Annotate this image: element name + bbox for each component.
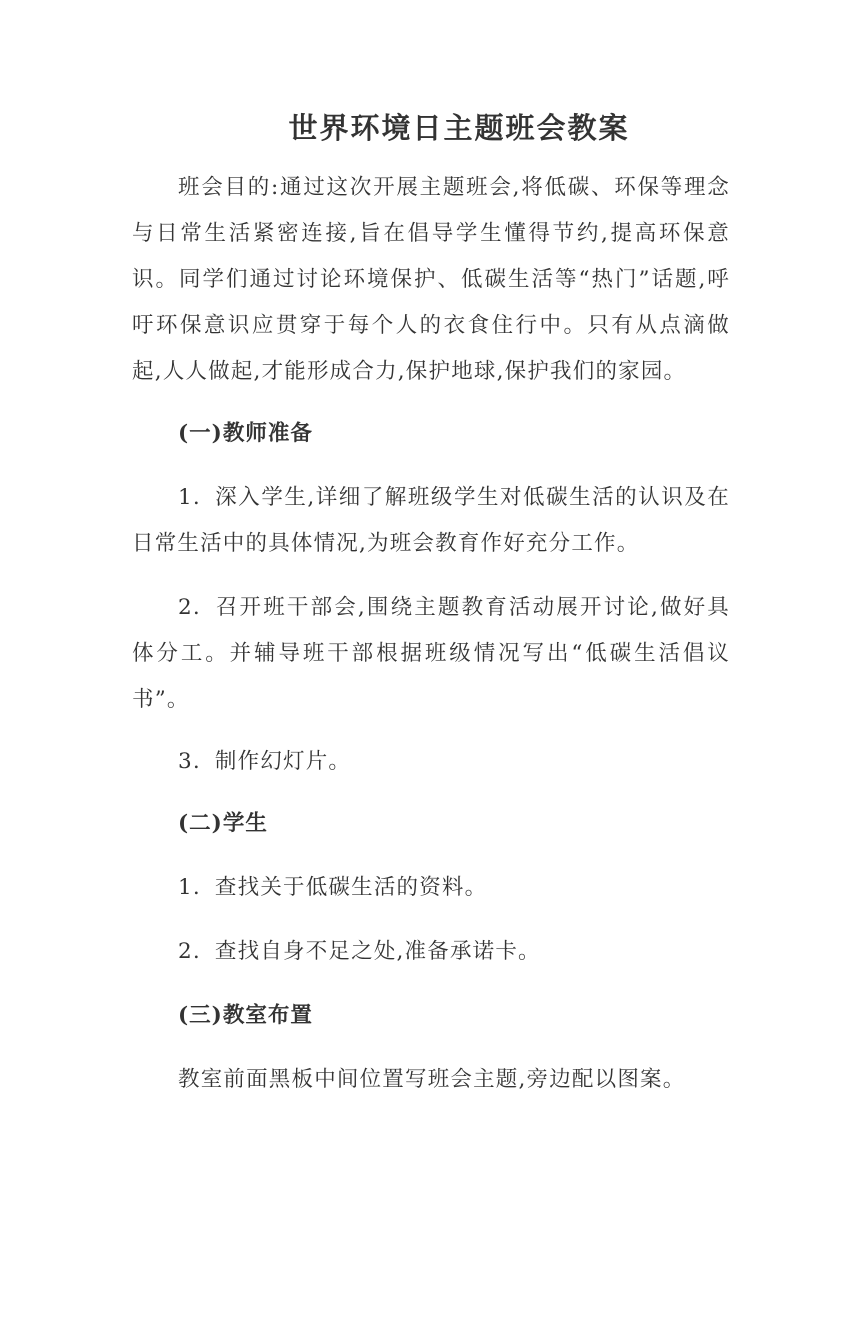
document-title: 世界环境日主题班会教案 [288, 111, 630, 145]
list-item-text: 制作幻灯片。 [214, 749, 352, 774]
list-item-text: 查找自身不足之处,准备承诺卡。 [214, 939, 541, 964]
list-item-number: 1. [178, 875, 201, 900]
list-item-number: 2. [178, 939, 201, 964]
list-item [132, 865, 730, 911]
list-item [132, 585, 730, 723]
list-item [132, 739, 730, 785]
section-heading-students: (二)学生 [178, 811, 268, 836]
list-item-text: 查找关于低碳生活的资料。 [214, 875, 488, 900]
list-item-number: 3. [178, 749, 201, 774]
list-item-text: 深入学生,详细了解班级学生对低碳生活的认识及在日常生活中的具体情况,为班会教育作好充分工作。 [132, 485, 730, 556]
list-item-number: 1. [178, 485, 201, 510]
list-item-number: 2. [178, 595, 201, 620]
intro-paragraph: 班会目的:通过这次开展主题班会,将低碳、环保等理念与日常生活紧密连接,旨在倡导学生懂得节约,提高环保意识。同学们通过讨论环境保护、低碳生活等“热门”话题,呼吁环保意识应贯穿于每个人的衣食住行中。只有从点滴做起,人人做起,才能形成合力,保护地球,保护我们的家园。 [132, 175, 730, 384]
classroom-paragraph: 教室前面黑板中间位置写班会主题,旁边配以图案。 [178, 1067, 686, 1092]
section-heading-teacher: (一)教师准备 [178, 421, 313, 446]
list-item-text: 召开班干部会,围绕主题教育活动展开讨论,做好具体分工。并辅导班干部根据班级情况写出“低碳生活倡议书”。 [132, 595, 730, 712]
list-item [132, 475, 730, 567]
document-page [0, 108, 860, 1324]
section-heading-classroom: (三)教室布置 [178, 1003, 313, 1028]
list-item [132, 929, 730, 975]
